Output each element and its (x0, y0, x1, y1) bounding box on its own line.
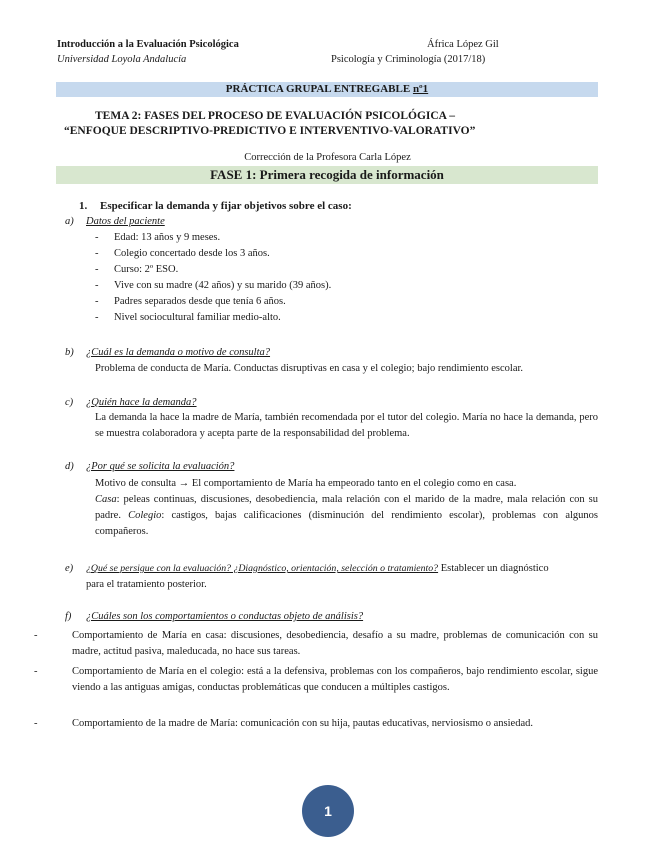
item-e-letter: e) (65, 563, 74, 574)
item-c-letter: c) (65, 397, 74, 408)
bullet-dash: - (34, 666, 38, 677)
list-item: Vive con su madre (42 años) y su marido (39 años). (114, 280, 332, 291)
item-e-text: Establecer un diagnóstico (440, 563, 549, 574)
phase-title: FASE 1: Primera recogida de información (56, 166, 598, 184)
degree-name: Psicología y Criminología (2017/18) (331, 54, 486, 65)
list-item: Comportamiento de María en el colegio: está a la defensiva, problemas con los compañeros, bajo rendimiento escolar, sigue viendo a las antiguas amigas, conductas problemáticas que conducen a múltiples castigos. (72, 666, 598, 693)
bullet-dash: - (95, 264, 99, 275)
page-number-badge: 1 (302, 785, 354, 837)
course-title: Introducción a la Evaluación Psicológica (57, 39, 239, 50)
item-c-text: La demanda la hace la madre de María, también recomendada por el tutor del colegio. María no hace la demanda, pero se muestra colaboradora y acepta parte de la responsabilidad del problema. (95, 412, 598, 439)
list-item: Colegio concertado desde los 3 años. (114, 248, 270, 259)
theme-line-1: TEMA 2: FASES DEL PROCESO DE EVALUACIÓN PSICOLÓGICA – (95, 110, 455, 122)
item-d-letter: d) (65, 461, 74, 472)
section-title: Especificar la demanda y fijar objetivos sobre el caso: (100, 200, 352, 212)
colegio-label: Colegio (128, 510, 162, 521)
item-c-title: ¿Quién hace la demanda? (86, 397, 197, 408)
practice-title: PRÁCTICA GRUPAL ENTREGABLE (225, 83, 411, 95)
item-b-title: ¿Cuál es la demanda o motivo de consulta? (86, 347, 271, 358)
item-f-title: ¿Cuáles son los comportamientos o conductas objeto de análisis? (86, 611, 364, 622)
correction-note: Corrección de la Profesora Carla López (244, 152, 411, 163)
item-d-details (95, 492, 598, 540)
list-item: Curso: 2º ESO. (114, 264, 179, 275)
practice-title-band (56, 82, 598, 97)
bullet-dash: - (34, 718, 38, 729)
list-item: Padres separados desde que tenía 6 años. (114, 296, 286, 307)
colegio-text: : castigos, bajas calificaciones (disminución del rendimiento escolar), problemas con algunos compañeros. (95, 510, 599, 537)
bullet-dash: - (95, 312, 99, 323)
item-b-text: Problema de conducta de María. Conductas disruptivas en casa y el colegio; bajo rendimiento escolar. (95, 363, 524, 374)
list-item: Comportamiento de María en casa: discusiones, desobediencia, desafío a su madre, problemas de comunicación con su madre, actitud pasiva, maleducada, no hace sus tareas. (72, 630, 598, 657)
list-item: Nivel sociocultural familiar medio-alto. (114, 312, 281, 323)
author-name: África López Gil (427, 39, 499, 50)
bullet-dash: - (95, 296, 99, 307)
item-a-title: Datos del paciente (86, 216, 165, 227)
item-a-letter: a) (65, 216, 74, 227)
bullet-dash: - (95, 248, 99, 259)
item-f-letter: f) (65, 611, 72, 622)
theme-line-2: “ENFOQUE DESCRIPTIVO-PREDICTIVO E INTERVENTIVO-VALORATIVO” (64, 125, 476, 137)
bullet-dash: - (95, 232, 99, 243)
list-item: Comportamiento de la madre de María: comunicación con su hija, pautas educativas, nerviosismo o ansiedad. (72, 718, 533, 729)
item-d-text (95, 476, 598, 540)
bullet-dash: - (34, 630, 38, 641)
list-item: Edad: 13 años y 9 meses. (114, 232, 221, 243)
bullet-dash: - (95, 280, 99, 291)
item-e-line (86, 561, 601, 577)
item-e-title: ¿Qué se persigue con la evaluación? ¿Diagnóstico, orientación, selección o tratamiento? (86, 563, 439, 574)
item-b-letter: b) (65, 347, 74, 358)
practice-number: nº1 (412, 83, 429, 95)
item-d-title: ¿Por qué se solicita la evaluación? (86, 461, 235, 472)
casa-label: Casa (95, 494, 117, 505)
section-number: 1. (79, 200, 88, 212)
item-e-text2: para el tratamiento posterior. (86, 579, 207, 590)
item-d-line1: Motivo de consulta → El comportamiento de María ha empeorado tanto en el colegio como en casa. (95, 478, 517, 489)
university-name: Universidad Loyola Andalucía (57, 54, 187, 65)
casa-text: : peleas continuas, discusiones, desobediencia, mala relación con el marido de la madre, mala relación con su padre. (95, 494, 598, 521)
